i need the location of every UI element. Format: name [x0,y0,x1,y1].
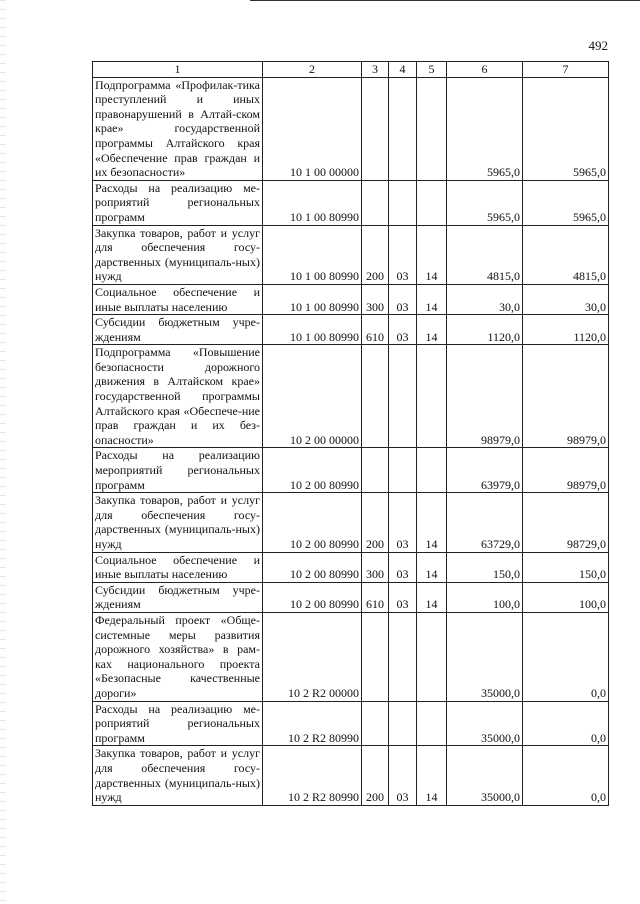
row-col3: 610 [362,582,389,612]
row-name: Подпрограмма «Профилак-тика преступлений и иных правонарушений в Алтай-ском крае» государственной программы Алтайского края «Обеспечение прав граждан и их безопасности» [93,77,263,180]
scan-edge [0,0,6,904]
row-col3 [362,345,389,448]
row-col5: 14 [417,493,447,552]
row-col3: 200 [362,746,389,805]
row-col5 [417,448,447,493]
row-col4 [389,448,417,493]
row-col7-value: 98979,0 [523,448,609,493]
row-name: Социальное обеспечение и иные выплаты населению [93,552,263,582]
row-col4: 03 [389,493,417,552]
row-code: 10 2 00 00000 [263,345,362,448]
column-header: 3 [362,62,389,78]
row-col7-value: 0,0 [523,612,609,701]
row-code: 10 1 00 80990 [263,315,362,345]
column-header: 7 [523,62,609,78]
page-number: 492 [588,38,608,53]
row-col3 [362,612,389,701]
column-header: 1 [93,62,263,78]
row-col3 [362,701,389,746]
table-row [93,225,609,284]
row-col5 [417,77,447,180]
row-name: Подпрограмма «Повышение безопасности дорожного движения в Алтайском крае» государственной программы Алтайского края «Обеспече-ние прав граждан и их без-опасности» [93,345,263,448]
row-col6-value: 63729,0 [447,493,523,552]
row-col4: 03 [389,225,417,284]
table-row [93,612,609,701]
row-code: 10 2 R2 80990 [263,701,362,746]
table-row [93,180,609,225]
row-col5 [417,701,447,746]
table-row [93,345,609,448]
table-row [93,582,609,612]
row-name: Расходы на реализацию ме-роприятий региональных программ [93,180,263,225]
row-col4: 03 [389,284,417,314]
row-col5: 14 [417,582,447,612]
row-col3: 610 [362,315,389,345]
scan-top-line [250,0,640,1]
row-col6-value: 150,0 [447,552,523,582]
row-col4 [389,612,417,701]
row-col4 [389,701,417,746]
budget-table [92,61,609,806]
row-code: 10 2 R2 80990 [263,746,362,805]
row-col5: 14 [417,315,447,345]
row-col4: 03 [389,315,417,345]
row-col3 [362,77,389,180]
row-code: 10 1 00 80990 [263,225,362,284]
column-header: 4 [389,62,417,78]
row-col7-value: 0,0 [523,746,609,805]
row-col3: 200 [362,225,389,284]
row-name: Федеральный проект «Обще-системные меры развития дорожного хозяйства» в рам-ках национального проекта «Безопасные качественные дороги» [93,612,263,701]
row-col5: 14 [417,284,447,314]
row-col5 [417,612,447,701]
column-header: 2 [263,62,362,78]
row-col4: 03 [389,746,417,805]
row-col5: 14 [417,746,447,805]
row-col7-value: 5965,0 [523,180,609,225]
row-col7-value: 30,0 [523,284,609,314]
row-col7-value: 5965,0 [523,77,609,180]
table-row [93,701,609,746]
row-col6-value: 35000,0 [447,746,523,805]
row-col4: 03 [389,552,417,582]
row-col6-value: 35000,0 [447,701,523,746]
table-row [93,746,609,805]
table-row [93,552,609,582]
row-col4 [389,180,417,225]
row-code: 10 1 00 00000 [263,77,362,180]
row-name: Закупка товаров, работ и услуг для обеспечения госу-дарственных (муниципаль-ных) нужд [93,746,263,805]
row-col6-value: 98979,0 [447,345,523,448]
header-row [93,62,609,78]
row-col6-value: 5965,0 [447,77,523,180]
row-col6-value: 5965,0 [447,180,523,225]
row-col4 [389,77,417,180]
table-row [93,284,609,314]
row-col5 [417,180,447,225]
row-name: Расходы на реализацию ме-роприятий региональных программ [93,701,263,746]
row-col7-value: 4815,0 [523,225,609,284]
row-code: 10 2 00 80990 [263,493,362,552]
column-header: 6 [447,62,523,78]
row-name: Субсидии бюджетным учре-ждениям [93,315,263,345]
row-col7-value: 150,0 [523,552,609,582]
row-col6-value: 1120,0 [447,315,523,345]
row-col3: 300 [362,284,389,314]
row-col7-value: 1120,0 [523,315,609,345]
row-col3: 300 [362,552,389,582]
row-col4 [389,345,417,448]
row-col7-value: 100,0 [523,582,609,612]
table-row [93,493,609,552]
row-name: Субсидии бюджетным учре-ждениям [93,582,263,612]
row-col6-value: 4815,0 [447,225,523,284]
row-code: 10 2 00 80990 [263,448,362,493]
table-row [93,448,609,493]
row-col6-value: 35000,0 [447,612,523,701]
row-col3 [362,180,389,225]
row-code: 10 2 00 80990 [263,582,362,612]
row-code: 10 1 00 80990 [263,180,362,225]
row-col6-value: 63979,0 [447,448,523,493]
row-col5: 14 [417,552,447,582]
row-col5: 14 [417,225,447,284]
column-header: 5 [417,62,447,78]
row-col4: 03 [389,582,417,612]
row-name: Закупка товаров, работ и услуг для обеспечения госу-дарственных (муниципаль-ных) нужд [93,225,263,284]
row-code: 10 2 R2 00000 [263,612,362,701]
row-col7-value: 98979,0 [523,345,609,448]
row-name: Расходы на реализацию мероприятий региональных программ [93,448,263,493]
table-row [93,315,609,345]
row-col3 [362,448,389,493]
table-row [93,77,609,180]
row-col5 [417,345,447,448]
row-code: 10 2 00 80990 [263,552,362,582]
row-name: Социальное обеспечение и иные выплаты населению [93,284,263,314]
row-name: Закупка товаров, работ и услуг для обеспечения госу-дарственных (муниципаль-ных) нужд [93,493,263,552]
row-col6-value: 100,0 [447,582,523,612]
row-col6-value: 30,0 [447,284,523,314]
row-col3: 200 [362,493,389,552]
row-code: 10 1 00 80990 [263,284,362,314]
row-col7-value: 0,0 [523,701,609,746]
row-col7-value: 98729,0 [523,493,609,552]
